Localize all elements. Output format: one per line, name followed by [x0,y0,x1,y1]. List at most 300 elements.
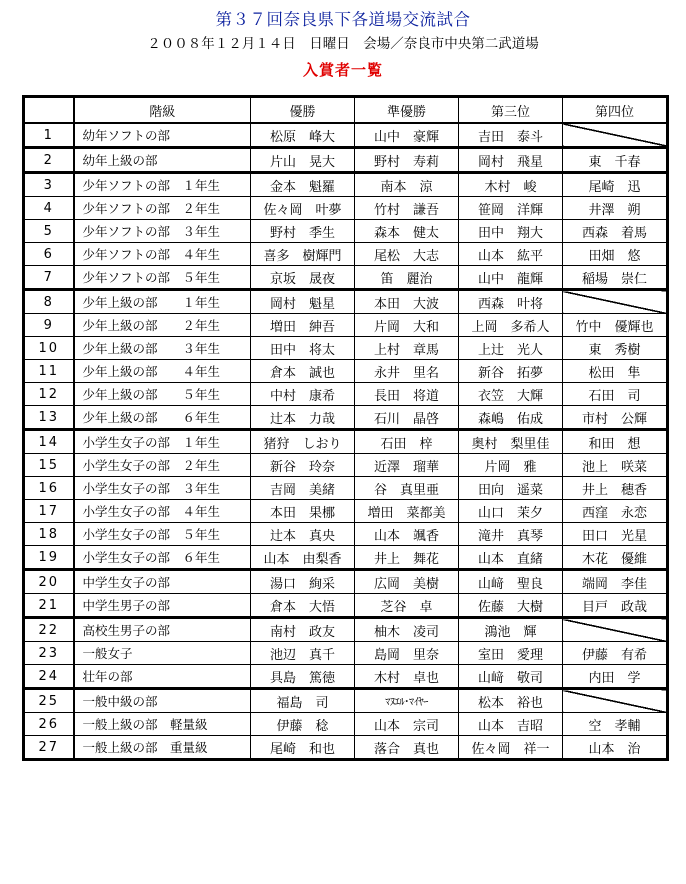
winner-first-cell [251,406,355,430]
winner-second-cell [355,736,459,760]
division-name: 壮年の部 [82,669,133,684]
winner-fourth-cell [563,148,668,173]
winner-fourth-cell [563,500,668,523]
winner-fourth: 井上 穂香 [581,482,647,498]
winner-fourth-cell [563,570,668,594]
winner-fourth: 山本 治 [588,741,641,757]
winner-third-cell [459,173,563,197]
division-name-cell [74,618,251,642]
division-name: 少年上級の部 １年生 [82,295,221,310]
table-row [24,546,668,570]
table-row [24,266,668,290]
winner-first-cell [251,689,355,713]
winner-third-cell [459,570,563,594]
winner-fourth-cell [563,546,668,570]
winner-fourth-cell [563,594,668,618]
row-number-cell [24,290,74,314]
winner-second-cell [355,642,459,665]
division-name-cell [74,500,251,523]
table-row [24,523,668,546]
col-header-third: 第三位 [459,97,563,124]
winner-first: 具島 篤徳 [269,670,335,686]
winner-third: 岡村 飛星 [477,154,543,170]
winner-fourth-cell [563,197,668,220]
division-name-cell [74,220,251,243]
winner-first-cell [251,454,355,477]
winner-second: 尾松 大志 [373,248,439,264]
division-name-cell [74,594,251,618]
winner-second: 近澤 瑠華 [373,459,439,475]
winner-third: 西森 叶将 [477,296,543,312]
division-name: 少年ソフトの部 ５年生 [82,270,221,285]
winner-third: 吉田 泰斗 [477,129,543,145]
winner-first: 南村 政友 [269,624,335,640]
winner-first: 福島 司 [276,695,329,711]
row-number-cell [24,266,74,290]
winner-second: 長田 将道 [373,388,439,404]
winner-third: 山﨑 聖良 [477,576,543,592]
row-number-cell [24,197,74,220]
winner-first-cell [251,430,355,454]
winner-third-cell [459,337,563,360]
winner-second: 山中 豪輝 [373,129,439,145]
row-number-cell [24,454,74,477]
row-number-cell [24,148,74,173]
winner-fourth: 木花 優維 [581,551,647,567]
division-name: 一般上級の部 軽量級 [82,717,208,732]
winner-second: 森本 健太 [373,225,439,241]
winner-first: 片山 晃大 [269,154,335,170]
winner-third: 上岡 多希人 [471,319,550,335]
winner-first-cell [251,500,355,523]
division-name: 少年上級の部 ３年生 [82,341,221,356]
row-number: 12 [38,386,60,402]
row-number: 16 [38,480,60,496]
winner-fourth-cell [563,266,668,290]
table-row [24,123,668,148]
winner-second: 増田 菜都美 [367,505,446,521]
division-name-cell [74,337,251,360]
row-number: 7 [43,269,54,285]
division-name: 小学生女子の部 ５年生 [82,527,221,542]
winner-second-cell [355,523,459,546]
winner-first: 金本 魁羅 [269,179,335,195]
row-number-cell [24,736,74,760]
row-number-cell [24,243,74,266]
winner-third-cell [459,197,563,220]
division-name-cell [74,406,251,430]
winner-third-cell [459,290,563,314]
division-name: 一般上級の部 重量級 [82,740,208,755]
winner-fourth-cell [563,406,668,430]
table-row [24,360,668,383]
winner-fourth-cell [563,383,668,406]
empty-cell [563,689,668,713]
winner-second-cell [355,123,459,148]
winner-fourth-cell [563,477,668,500]
empty-cell [563,123,668,148]
row-number: 25 [38,693,60,709]
division-name: 少年ソフトの部 １年生 [82,178,221,193]
winner-second-cell [355,618,459,642]
winner-third: 笹岡 洋輝 [477,202,543,218]
row-number: 5 [43,223,54,239]
winner-first-cell [251,736,355,760]
winner-second: 野村 寿莉 [373,154,439,170]
winner-fourth-cell [563,430,668,454]
winner-first: 岡村 魁星 [269,296,335,312]
winner-first-cell [251,173,355,197]
division-name-cell [74,383,251,406]
row-number-cell [24,665,74,689]
winner-third: 山口 茉夕 [477,505,543,521]
winner-third: 佐藤 大樹 [477,599,543,615]
division-name-cell [74,642,251,665]
table-row [24,243,668,266]
winner-first-cell [251,477,355,500]
division-name-cell [74,148,251,173]
winner-first-cell [251,383,355,406]
division-name-cell [74,430,251,454]
row-number: 9 [43,317,54,333]
winner-third-cell [459,430,563,454]
winner-third-cell [459,689,563,713]
winner-third-cell [459,454,563,477]
division-name-cell [74,123,251,148]
division-name-cell [74,266,251,290]
division-name: 中学生女子の部 [82,575,171,590]
winner-fourth: 市村 公輝 [581,411,647,427]
winner-third: 山本 紘平 [477,248,543,264]
winner-third-cell [459,360,563,383]
division-name: 少年上級の部 ５年生 [82,387,221,402]
division-name-cell [74,243,251,266]
winner-fourth: 伊藤 有希 [581,647,647,663]
col-header-class: 階級 [74,97,251,124]
winner-fourth: 田口 光星 [581,528,647,544]
winner-second-cell [355,266,459,290]
table-row [24,500,668,523]
winner-first-cell [251,665,355,689]
table-row [24,173,668,197]
winner-third: 奥村 梨里佳 [471,436,550,452]
winner-second: 南本 涼 [380,179,433,195]
winner-second: 片岡 大和 [373,319,439,335]
winner-first-cell [251,570,355,594]
row-number: 27 [38,739,60,755]
winner-third: 上辻 光人 [477,342,543,358]
winner-fourth: 西窪 永恋 [581,505,647,521]
winner-fourth-cell [563,523,668,546]
winner-second: ﾏﾇｴﾙ･ﾏｲﾔｰ [385,695,428,708]
winner-second: 山本 宗司 [373,718,439,734]
row-number-cell [24,406,74,430]
winner-fourth: 竹中 優輝也 [575,319,654,335]
winner-second: 島岡 里奈 [373,647,439,663]
winner-second: 上村 章馬 [373,342,439,358]
winner-second: 谷 真里亜 [373,482,439,498]
winner-first: 野村 季生 [269,225,335,241]
table-row [24,197,668,220]
row-number-cell [24,713,74,736]
winner-first-cell [251,360,355,383]
division-name: 少年ソフトの部 ４年生 [82,247,221,262]
division-name: 小学生女子の部 ２年生 [82,458,221,473]
winner-second-cell [355,173,459,197]
table-row [24,337,668,360]
division-name: 少年ソフトの部 ２年生 [82,201,221,216]
winner-first-cell [251,713,355,736]
division-name: 小学生女子の部 ３年生 [82,481,221,496]
winner-fourth: 東 秀樹 [588,342,641,358]
row-number: 20 [38,574,60,590]
winner-third: 森嶋 佑成 [477,411,543,427]
winner-second: 永井 里名 [373,365,439,381]
winner-third-cell [459,383,563,406]
winner-first: 増田 紳吾 [269,319,335,335]
division-name: 少年ソフトの部 ３年生 [82,224,221,239]
winner-first-cell [251,290,355,314]
winner-third-cell [459,243,563,266]
winner-first-cell [251,243,355,266]
winner-second: 芝谷 卓 [380,599,433,615]
winner-first-cell [251,594,355,618]
winner-fourth: 端岡 李佳 [581,576,647,592]
division-name-cell [74,290,251,314]
winner-second-cell [355,406,459,430]
winner-third-cell [459,665,563,689]
winner-fourth-cell [563,736,668,760]
winner-first-cell [251,197,355,220]
winner-second-cell [355,689,459,713]
winner-second-cell [355,665,459,689]
row-number: 6 [43,246,54,262]
winner-third-cell [459,314,563,337]
winner-first: 倉本 大悟 [269,599,335,615]
winner-fourth: 空 孝輔 [588,718,641,734]
winner-third: 松本 裕也 [477,695,543,711]
winner-first-cell [251,220,355,243]
division-name-cell [74,197,251,220]
row-number: 3 [43,177,54,193]
winner-fourth: 東 千春 [588,154,641,170]
winner-second-cell [355,314,459,337]
row-number: 2 [43,152,54,168]
winner-third: 山﨑 敬司 [477,670,543,686]
winner-first: 辻本 真央 [269,528,335,544]
row-number: 23 [38,645,60,661]
table-row [24,148,668,173]
winner-fourth: 池上 咲菜 [581,459,647,475]
winner-third-cell [459,736,563,760]
winner-fourth-cell [563,642,668,665]
winner-third: 木村 峻 [484,179,537,195]
table-row [24,406,668,430]
winner-second-cell [355,713,459,736]
winner-second-cell [355,570,459,594]
row-number-cell [24,594,74,618]
winner-second-cell [355,148,459,173]
winner-first: 伊藤 稔 [276,718,329,734]
table-row [24,594,668,618]
division-name-cell [74,360,251,383]
winner-third-cell [459,477,563,500]
row-number: 14 [38,434,60,450]
row-number: 21 [38,597,60,613]
table-row [24,454,668,477]
winner-third: 山本 直緒 [477,551,543,567]
winner-first-cell [251,148,355,173]
row-number-cell [24,360,74,383]
division-name: 小学生女子の部 １年生 [82,435,221,450]
winner-second-cell [355,290,459,314]
winner-first: 中村 康希 [269,388,335,404]
winner-second: 石田 梓 [380,436,433,452]
row-number-cell [24,523,74,546]
winner-first-cell [251,314,355,337]
winner-first: 山本 由梨香 [263,551,342,567]
winner-first: 吉岡 美緒 [269,482,335,498]
winner-fourth-cell [563,713,668,736]
results-table [22,95,669,761]
table-row [24,290,668,314]
division-name: 少年上級の部 ２年生 [82,318,221,333]
winner-second: 柚木 凌司 [373,624,439,640]
row-number-cell [24,383,74,406]
winner-fourth-cell [563,173,668,197]
winner-third: 室田 愛理 [477,647,543,663]
row-number-cell [24,337,74,360]
winner-second: 竹村 謙吾 [373,202,439,218]
winner-first: 辻本 力哉 [269,411,335,427]
division-name-cell [74,523,251,546]
table-row [24,314,668,337]
winner-first: 佐々岡 叶夢 [263,202,342,218]
row-number-cell [24,570,74,594]
row-number: 15 [38,457,60,473]
table-row [24,736,668,760]
row-number: 24 [38,668,60,684]
winner-first-cell [251,123,355,148]
winner-third-cell [459,148,563,173]
table-row [24,477,668,500]
winner-fourth: 井澤 朔 [588,202,641,218]
row-number-cell [24,220,74,243]
division-name-cell [74,173,251,197]
winner-second-cell [355,477,459,500]
winner-second-cell [355,594,459,618]
winner-fourth: 和田 想 [588,436,641,452]
winner-first: 湯口 絢采 [269,576,335,592]
winner-fourth: 内田 学 [588,670,641,686]
winner-first-cell [251,523,355,546]
winner-second: 山本 颯香 [373,528,439,544]
winner-third: 片岡 雅 [484,459,537,475]
winner-second-cell [355,197,459,220]
row-number-cell [24,314,74,337]
winner-first: 本田 果梛 [269,505,335,521]
winner-first: 新谷 玲奈 [269,459,335,475]
winner-third-cell [459,618,563,642]
winner-second-cell [355,220,459,243]
winner-first-cell [251,337,355,360]
winner-second-cell [355,500,459,523]
division-name: 高校生男子の部 [82,623,171,638]
division-name-cell [74,665,251,689]
empty-cell [563,290,668,314]
winner-third-cell [459,406,563,430]
winner-second-cell [355,383,459,406]
winner-first-cell [251,546,355,570]
winner-fourth: 田畑 悠 [588,248,641,264]
winner-third-cell [459,500,563,523]
table-row [24,570,668,594]
header-row [24,97,668,124]
winner-first: 池辺 真千 [269,647,335,663]
division-name: 小学生女子の部 ６年生 [82,550,221,565]
winner-second: 石川 晶啓 [373,411,439,427]
winner-first: 猪狩 しおり [263,436,342,452]
winner-second: 井上 舞花 [373,551,439,567]
row-number: 18 [38,526,60,542]
division-name: 一般中級の部 [82,694,158,709]
winner-third: 田向 遥菜 [477,482,543,498]
row-number: 11 [38,363,60,379]
winner-second: 笛 麗治 [380,271,433,287]
division-name: 少年上級の部 ４年生 [82,364,221,379]
winner-first-cell [251,642,355,665]
winner-third-cell [459,546,563,570]
division-name-cell [74,454,251,477]
results-body [24,123,668,760]
winner-first-cell [251,266,355,290]
row-number: 4 [43,200,54,216]
row-number-cell [24,477,74,500]
winner-fourth-cell [563,665,668,689]
row-number: 19 [38,549,60,565]
division-name-cell [74,713,251,736]
winner-third: 山本 吉昭 [477,718,543,734]
winner-fourth-cell [563,360,668,383]
winner-second-cell [355,546,459,570]
table-row [24,383,668,406]
winner-second-cell [355,454,459,477]
winner-third: 田中 翔大 [477,225,543,241]
col-header-no [24,97,74,124]
winner-second-cell [355,430,459,454]
winner-third: 新谷 拓夢 [477,365,543,381]
division-name: 小学生女子の部 ４年生 [82,504,221,519]
table-row [24,665,668,689]
winner-fourth: 西森 着馬 [581,225,647,241]
division-name-cell [74,477,251,500]
winner-first: 倉本 誠也 [269,365,335,381]
division-name-cell [74,736,251,760]
row-number-cell [24,500,74,523]
winner-fourth: 稲場 崇仁 [581,271,647,287]
winner-fourth: 松田 隼 [588,365,641,381]
table-row [24,713,668,736]
col-header-second: 準優勝 [355,97,459,124]
winner-second: 落合 真也 [373,741,439,757]
row-number: 10 [38,340,60,356]
winner-first: 京坂 晟夜 [269,271,335,287]
row-number: 13 [38,409,60,425]
division-name-cell [74,314,251,337]
row-number: 17 [38,503,60,519]
winner-first: 松原 峰大 [269,129,335,145]
division-name-cell [74,689,251,713]
